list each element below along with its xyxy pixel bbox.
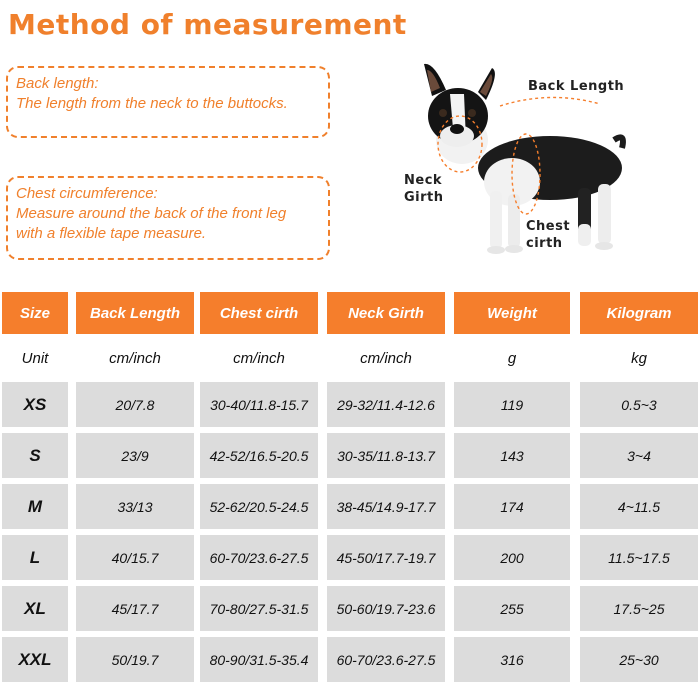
chest-circumference-line-2: with a flexible tape measure. [16,225,207,242]
unit-size: Unit [21,349,49,367]
dog-illustration-area [400,56,700,266]
size-label-5: XXL [2,637,68,682]
header-size: Size [2,292,68,334]
cell-neck-girth-2: 38-45/14.9-17.7 [327,484,445,529]
back-length-label: Back Length [528,79,625,94]
cell-neck-girth-4: 50-60/19.7-23.6 [327,586,445,631]
neck-girth-label-line-1: Neck [404,173,443,188]
cell-weight-4: 255 [454,586,570,631]
cell-kilogram-1: 3~4 [580,433,698,478]
header-chest-cirth: Chest cirth [200,292,318,334]
back-length-description: The length from the neck to the buttocks. [16,95,288,112]
header-back-length: Back Length [76,292,194,334]
cell-kilogram-0: 0.5~3 [580,382,698,427]
header-neck-girth: Neck Girth [327,292,445,334]
cell-kilogram-2: 4~11.5 [580,484,698,529]
cell-kilogram-3: 11.5~17.5 [580,535,698,580]
chest-cirth-label-line-2: cirth [526,236,563,251]
unit-neck-girth: cm/inch [360,349,412,367]
unit-weight: g [507,349,517,367]
chest-cirth-label-line-1: Chest [526,219,571,234]
cell-neck-girth-3: 45-50/17.7-19.7 [327,535,445,580]
cell-back-length-2: 33/13 [76,484,194,529]
header-kilogram: Kilogram [580,292,698,334]
chest-circumference-note [6,176,330,260]
chest-circumference-line-1: Measure around the back of the front leg [16,205,287,222]
neck-girth-label [404,172,444,206]
neck-girth-label-line-2: Girth [404,190,444,205]
back-length-heading: Back length: [16,75,99,92]
cell-chest-cirth-2: 52-62/20.5-24.5 [200,484,318,529]
cell-weight-5: 316 [454,637,570,682]
chest-cirth-label [526,218,570,252]
cell-chest-cirth-1: 42-52/16.5-20.5 [200,433,318,478]
unit-chest-cirth: cm/inch [233,349,285,367]
page-title: Method of measurement [8,8,407,41]
size-label-1: S [2,433,68,478]
cell-back-length-5: 50/19.7 [76,637,194,682]
cell-weight-1: 143 [454,433,570,478]
cell-neck-girth-0: 29-32/11.4-12.6 [327,382,445,427]
cell-weight-2: 174 [454,484,570,529]
cell-back-length-1: 23/9 [76,433,194,478]
cell-back-length-4: 45/17.7 [76,586,194,631]
size-label-0: XS [2,382,68,427]
cell-chest-cirth-3: 60-70/23.6-27.5 [200,535,318,580]
size-label-2: M [2,484,68,529]
chest-circumference-heading: Chest circumference: [16,185,158,202]
cell-chest-cirth-0: 30-40/11.8-15.7 [200,382,318,427]
cell-chest-cirth-5: 80-90/31.5-35.4 [200,637,318,682]
cell-back-length-0: 20/7.8 [76,382,194,427]
size-label-4: XL [2,586,68,631]
unit-back-length: cm/inch [109,349,161,367]
cell-kilogram-5: 25~30 [580,637,698,682]
cell-chest-cirth-4: 70-80/27.5-31.5 [200,586,318,631]
cell-weight-3: 200 [454,535,570,580]
back-length-note [6,66,330,138]
header-weight: Weight [454,292,570,334]
cell-kilogram-4: 17.5~25 [580,586,698,631]
cell-neck-girth-1: 30-35/11.8-13.7 [327,433,445,478]
size-label-3: L [2,535,68,580]
cell-back-length-3: 40/15.7 [76,535,194,580]
cell-weight-0: 119 [454,382,570,427]
unit-kilogram: kg [631,349,647,367]
cell-neck-girth-5: 60-70/23.6-27.5 [327,637,445,682]
